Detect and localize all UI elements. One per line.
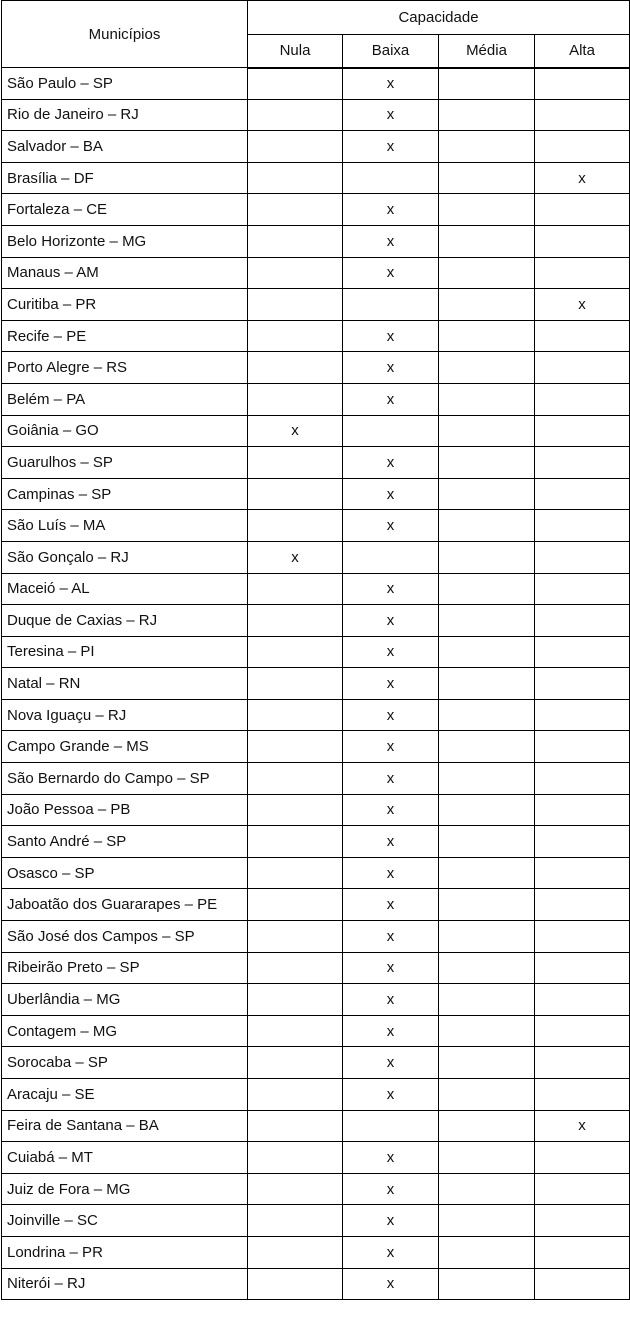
capacity-cell-baixa: x <box>343 1015 439 1047</box>
capacity-cell-nula <box>248 447 343 479</box>
table-row <box>2 763 630 795</box>
capacity-cell-media <box>439 289 535 321</box>
table-row <box>2 257 630 289</box>
capacity-cell-baixa <box>343 541 439 573</box>
header-level-baixa: Baixa <box>343 35 439 68</box>
capacity-cell-alta <box>535 1205 630 1237</box>
table-row <box>2 1047 630 1079</box>
capacity-cell-baixa: x <box>343 1142 439 1174</box>
capacity-cell-media <box>439 415 535 447</box>
capacity-cell-media <box>439 162 535 194</box>
municipio-cell: Guarulhos – SP <box>2 447 248 479</box>
capacity-cell-alta <box>535 415 630 447</box>
municipio-cell: Niterói – RJ <box>2 1268 248 1300</box>
capacity-cell-alta <box>535 1047 630 1079</box>
capacity-cell-nula <box>248 857 343 889</box>
table-row <box>2 1173 630 1205</box>
municipio-cell: Nova Iguaçu – RJ <box>2 699 248 731</box>
capacity-cell-alta: x <box>535 162 630 194</box>
capacity-cell-nula <box>248 731 343 763</box>
capacity-cell-alta <box>535 668 630 700</box>
table-row <box>2 1205 630 1237</box>
capacity-cell-media <box>439 225 535 257</box>
capacity-cell-nula: x <box>248 541 343 573</box>
capacity-cell-media <box>439 1268 535 1300</box>
table-row <box>2 131 630 163</box>
capacity-cell-alta <box>535 699 630 731</box>
capacity-cell-nula <box>248 352 343 384</box>
table-row <box>2 573 630 605</box>
municipio-cell: Salvador – BA <box>2 131 248 163</box>
capacity-cell-alta: x <box>535 1110 630 1142</box>
capacity-cell-alta <box>535 731 630 763</box>
capacity-cell-baixa: x <box>343 668 439 700</box>
table-row <box>2 447 630 479</box>
capacity-cell-media <box>439 320 535 352</box>
municipio-cell: São Paulo – SP <box>2 68 248 100</box>
capacity-cell-baixa: x <box>343 478 439 510</box>
table-row <box>2 194 630 226</box>
table-row <box>2 383 630 415</box>
capacity-cell-baixa: x <box>343 257 439 289</box>
capacity-cell-media <box>439 1047 535 1079</box>
municipio-cell: Goiânia – GO <box>2 415 248 447</box>
capacity-cell-media <box>439 699 535 731</box>
capacity-cell-nula: x <box>248 415 343 447</box>
table-row <box>2 1268 630 1300</box>
capacity-cell-alta <box>535 794 630 826</box>
capacity-cell-alta <box>535 952 630 984</box>
table-row <box>2 731 630 763</box>
capacity-cell-baixa: x <box>343 763 439 795</box>
capacity-cell-nula <box>248 921 343 953</box>
capacity-cell-baixa: x <box>343 826 439 858</box>
capacity-cell-alta <box>535 1015 630 1047</box>
capacity-cell-alta <box>535 1268 630 1300</box>
capacity-cell-nula <box>248 1047 343 1079</box>
capacity-cell-media <box>439 794 535 826</box>
capacity-cell-baixa: x <box>343 636 439 668</box>
capacity-cell-baixa: x <box>343 731 439 763</box>
capacity-cell-baixa: x <box>343 320 439 352</box>
capacity-cell-alta <box>535 1079 630 1111</box>
capacity-cell-nula <box>248 478 343 510</box>
capacity-cell-nula <box>248 194 343 226</box>
table-row <box>2 510 630 542</box>
capacity-cell-baixa: x <box>343 857 439 889</box>
municipio-cell: Ribeirão Preto – SP <box>2 952 248 984</box>
municipio-cell: Belém – PA <box>2 383 248 415</box>
table-row <box>2 1015 630 1047</box>
header-row-top <box>2 1 630 35</box>
municipio-cell: Feira de Santana – BA <box>2 1110 248 1142</box>
capacity-cell-nula <box>248 289 343 321</box>
capacity-cell-media <box>439 1079 535 1111</box>
capacity-cell-nula <box>248 984 343 1016</box>
capacity-cell-baixa: x <box>343 510 439 542</box>
table-row <box>2 857 630 889</box>
capacity-cell-nula <box>248 636 343 668</box>
capacity-cell-alta <box>535 605 630 637</box>
capacity-cell-baixa: x <box>343 1205 439 1237</box>
capacity-cell-alta <box>535 447 630 479</box>
municipio-cell: Brasília – DF <box>2 162 248 194</box>
capacity-cell-media <box>439 668 535 700</box>
capacity-cell-alta <box>535 857 630 889</box>
table-row <box>2 952 630 984</box>
capacity-cell-nula <box>248 763 343 795</box>
capacity-cell-alta <box>535 541 630 573</box>
capacity-cell-media <box>439 1205 535 1237</box>
capacity-cell-media <box>439 478 535 510</box>
table-row <box>2 225 630 257</box>
table-row <box>2 794 630 826</box>
capacity-cell-nula <box>248 257 343 289</box>
capacity-cell-media <box>439 1236 535 1268</box>
municipio-cell: Natal – RN <box>2 668 248 700</box>
capacity-cell-baixa <box>343 289 439 321</box>
capacity-cell-alta: x <box>535 289 630 321</box>
municipio-cell: João Pessoa – PB <box>2 794 248 826</box>
capacity-cell-baixa: x <box>343 1047 439 1079</box>
municipio-cell: Uberlândia – MG <box>2 984 248 1016</box>
municipio-cell: Sorocaba – SP <box>2 1047 248 1079</box>
header-municipios: Municípios <box>2 1 248 68</box>
municipio-cell: São Luís – MA <box>2 510 248 542</box>
capacity-cell-nula <box>248 1236 343 1268</box>
capacity-cell-nula <box>248 605 343 637</box>
capacity-cell-alta <box>535 257 630 289</box>
capacity-cell-alta <box>535 573 630 605</box>
capacity-cell-baixa: x <box>343 952 439 984</box>
capacity-cell-alta <box>535 352 630 384</box>
capacity-cell-media <box>439 921 535 953</box>
municipio-cell: Joinville – SC <box>2 1205 248 1237</box>
capacity-cell-alta <box>535 826 630 858</box>
capacity-cell-alta <box>535 510 630 542</box>
table-row <box>2 478 630 510</box>
capacity-cell-alta <box>535 320 630 352</box>
municipio-cell: Belo Horizonte – MG <box>2 225 248 257</box>
capacity-cell-media <box>439 573 535 605</box>
table-row <box>2 826 630 858</box>
capacity-cell-media <box>439 636 535 668</box>
capacity-cell-nula <box>248 952 343 984</box>
capacity-cell-nula <box>248 383 343 415</box>
capacity-cell-alta <box>535 984 630 1016</box>
table-row <box>2 699 630 731</box>
capacity-cell-nula <box>248 1015 343 1047</box>
municipio-cell: Campo Grande – MS <box>2 731 248 763</box>
municipio-cell: Porto Alegre – RS <box>2 352 248 384</box>
capacity-cell-media <box>439 352 535 384</box>
capacity-cell-baixa: x <box>343 99 439 131</box>
capacity-cell-baixa: x <box>343 225 439 257</box>
capacity-cell-nula <box>248 889 343 921</box>
capacity-cell-nula <box>248 320 343 352</box>
capacity-cell-nula <box>248 131 343 163</box>
capacity-cell-media <box>439 194 535 226</box>
table-row <box>2 162 630 194</box>
capacity-cell-nula <box>248 826 343 858</box>
header-capacidade: Capacidade <box>248 1 630 35</box>
capacity-cell-baixa: x <box>343 194 439 226</box>
capacity-cell-baixa: x <box>343 889 439 921</box>
capacity-cell-alta <box>535 194 630 226</box>
capacity-cell-alta <box>535 1236 630 1268</box>
table-row <box>2 1142 630 1174</box>
municipio-cell: Manaus – AM <box>2 257 248 289</box>
table-row <box>2 352 630 384</box>
municipio-cell: Aracaju – SE <box>2 1079 248 1111</box>
capacity-cell-nula <box>248 225 343 257</box>
capacity-cell-nula <box>248 1110 343 1142</box>
capacity-cell-media <box>439 1173 535 1205</box>
table-row <box>2 636 630 668</box>
capacity-cell-nula <box>248 510 343 542</box>
capacity-cell-media <box>439 826 535 858</box>
capacity-cell-alta <box>535 225 630 257</box>
municipio-cell: Rio de Janeiro – RJ <box>2 99 248 131</box>
capacity-cell-media <box>439 984 535 1016</box>
capacity-cell-nula <box>248 162 343 194</box>
capacity-cell-nula <box>248 1173 343 1205</box>
capacity-cell-baixa: x <box>343 921 439 953</box>
table-row <box>2 1110 630 1142</box>
capacity-cell-baixa: x <box>343 447 439 479</box>
municipio-cell: São Bernardo do Campo – SP <box>2 763 248 795</box>
municipio-cell: Teresina – PI <box>2 636 248 668</box>
municipio-cell: Maceió – AL <box>2 573 248 605</box>
capacity-cell-media <box>439 1110 535 1142</box>
municipio-cell: Fortaleza – CE <box>2 194 248 226</box>
capacity-cell-media <box>439 605 535 637</box>
capacity-cell-media <box>439 952 535 984</box>
capacity-cell-nula <box>248 68 343 100</box>
capacity-cell-alta <box>535 636 630 668</box>
capacity-cell-baixa: x <box>343 1079 439 1111</box>
capacity-cell-nula <box>248 573 343 605</box>
capacity-cell-nula <box>248 794 343 826</box>
capacity-cell-media <box>439 257 535 289</box>
table-row <box>2 889 630 921</box>
capacity-cell-baixa: x <box>343 699 439 731</box>
capacity-cell-alta <box>535 99 630 131</box>
table-row <box>2 68 630 100</box>
capacity-cell-alta <box>535 1142 630 1174</box>
table-row <box>2 415 630 447</box>
table-row <box>2 1079 630 1111</box>
capacity-cell-baixa: x <box>343 1268 439 1300</box>
capacity-cell-nula <box>248 668 343 700</box>
capacity-cell-baixa: x <box>343 573 439 605</box>
capacity-cell-baixa: x <box>343 383 439 415</box>
capacity-cell-baixa: x <box>343 984 439 1016</box>
capacity-cell-nula <box>248 1205 343 1237</box>
capacity-cell-alta <box>535 383 630 415</box>
municipio-cell: Campinas – SP <box>2 478 248 510</box>
municipio-cell: São Gonçalo – RJ <box>2 541 248 573</box>
capacity-table <box>1 0 630 1300</box>
capacity-cell-baixa: x <box>343 68 439 100</box>
capacity-cell-baixa: x <box>343 794 439 826</box>
municipio-cell: São José dos Campos – SP <box>2 921 248 953</box>
capacity-cell-nula <box>248 1268 343 1300</box>
capacity-cell-media <box>439 1015 535 1047</box>
capacity-cell-baixa: x <box>343 605 439 637</box>
capacity-cell-alta <box>535 889 630 921</box>
table-row <box>2 320 630 352</box>
capacity-cell-baixa <box>343 1110 439 1142</box>
capacity-cell-baixa: x <box>343 1173 439 1205</box>
capacity-cell-media <box>439 889 535 921</box>
capacity-cell-baixa <box>343 162 439 194</box>
capacity-cell-media <box>439 383 535 415</box>
municipio-cell: Curitiba – PR <box>2 289 248 321</box>
capacity-cell-nula <box>248 99 343 131</box>
capacity-cell-baixa <box>343 415 439 447</box>
municipio-cell: Recife – PE <box>2 320 248 352</box>
capacity-cell-nula <box>248 1079 343 1111</box>
capacity-cell-media <box>439 99 535 131</box>
municipio-cell: Londrina – PR <box>2 1236 248 1268</box>
capacity-cell-media <box>439 510 535 542</box>
municipio-cell: Santo André – SP <box>2 826 248 858</box>
table-row <box>2 605 630 637</box>
capacity-cell-media <box>439 68 535 100</box>
table-row <box>2 541 630 573</box>
capacity-cell-alta <box>535 763 630 795</box>
table-row <box>2 289 630 321</box>
capacity-cell-media <box>439 447 535 479</box>
capacity-cell-alta <box>535 68 630 100</box>
capacity-cell-alta <box>535 921 630 953</box>
municipio-cell: Jaboatão dos Guararapes – PE <box>2 889 248 921</box>
municipio-cell: Duque de Caxias – RJ <box>2 605 248 637</box>
header-level-media: Média <box>439 35 535 68</box>
capacity-cell-nula <box>248 1142 343 1174</box>
capacity-cell-baixa: x <box>343 131 439 163</box>
table-row <box>2 99 630 131</box>
table-row <box>2 668 630 700</box>
table-row <box>2 921 630 953</box>
table-row <box>2 984 630 1016</box>
capacity-cell-baixa: x <box>343 352 439 384</box>
header-level-nula: Nula <box>248 35 343 68</box>
header-level-alta: Alta <box>535 35 630 68</box>
capacity-cell-media <box>439 1142 535 1174</box>
municipio-cell: Osasco – SP <box>2 857 248 889</box>
capacity-cell-nula <box>248 699 343 731</box>
capacity-cell-baixa: x <box>343 1236 439 1268</box>
capacity-cell-media <box>439 857 535 889</box>
capacity-cell-alta <box>535 478 630 510</box>
capacity-cell-media <box>439 131 535 163</box>
table-row <box>2 1236 630 1268</box>
capacity-cell-media <box>439 731 535 763</box>
municipio-cell: Cuiabá – MT <box>2 1142 248 1174</box>
capacity-cell-alta <box>535 131 630 163</box>
municipio-cell: Contagem – MG <box>2 1015 248 1047</box>
capacity-cell-media <box>439 541 535 573</box>
municipio-cell: Juiz de Fora – MG <box>2 1173 248 1205</box>
table-body <box>2 68 630 1300</box>
capacity-cell-media <box>439 763 535 795</box>
capacity-cell-alta <box>535 1173 630 1205</box>
